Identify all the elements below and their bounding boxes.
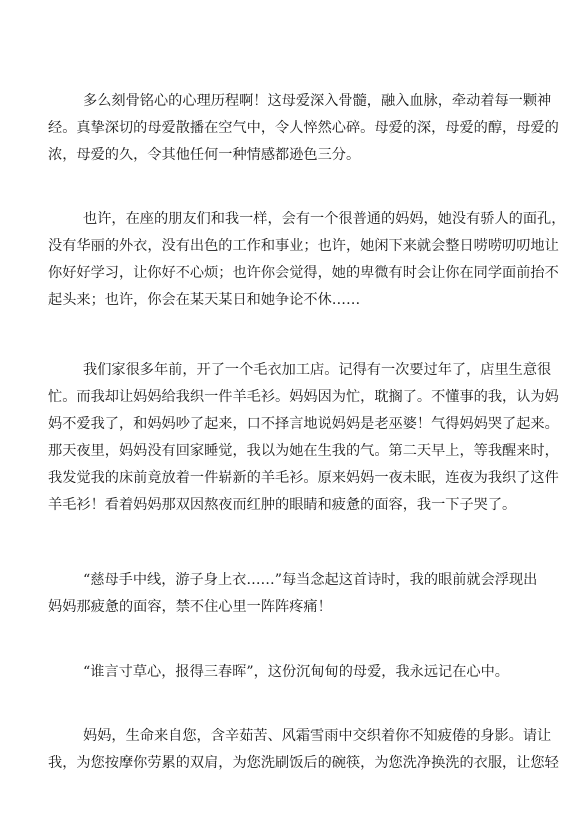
paragraph-line: 羊毛衫！看着妈妈那双因熬夜而红肿的眼睛和疲惫的面容，我一下子哭了。 [48, 497, 517, 513]
paragraph-line: 妈妈，生命来自您，含辛茹苦、风霜雪雨中交织着你不知疲倦的身影。请让 [83, 728, 552, 744]
paragraph-line: 我，为您按摩你劳累的双肩，为您洗刷饭后的碗筷，为您洗净换洗的衣服，让您轻 [48, 755, 559, 771]
paragraph-line: 我们家很多年前，开了一个毛衣加工店。记得有一次要过年了，店里生意很 [83, 362, 552, 378]
paragraph-5 [48, 659, 509, 686]
paragraph-line: 忙。而我却让妈妈给我织一件羊毛衫。妈妈因为忙，耽搁了。不懂事的我，认为妈 [48, 389, 559, 405]
paragraph-line: 多么刻骨铭心的心理历程啊！这母爱深入骨髓，融入血脉，牵动着每一颗神 [83, 93, 552, 109]
paragraph-line: 妈妈那疲惫的面容，禁不住心里一阵阵疼痛！ [48, 599, 332, 615]
paragraph-line: 经。真挚深切的母爱散播在空气中，令人悴然心碎。母爱的深，母爱的醇，母爱的 [48, 120, 559, 136]
paragraph-line: 你好好学习，让你好不心烦；也许你会觉得，她的卑微有时会让你在同学面前抬不 [48, 265, 559, 281]
paragraph-line: “谁言寸草心，报得三春晖”，这份沉甸甸的母爱，我永远记在心中。 [83, 664, 509, 680]
paragraph-6 [48, 723, 559, 777]
paragraph-line: 浓，母爱的久，令其他任何一种情感都逊色三分。 [48, 147, 361, 163]
paragraph-line: 妈不爱我了，和妈妈吵了起来，口不择言地说妈妈是老巫婆！气得妈妈哭了起来。 [48, 416, 559, 432]
paragraph-line: “慈母手中线，游子身上衣……”每当念起这首诗时，我的眼前就会浮现出 [83, 572, 538, 588]
paragraph-4 [48, 567, 537, 621]
paragraph-1 [48, 88, 559, 169]
paragraph-line: 起头来；也许，你会在某天某日和她争论不休…… [48, 292, 361, 308]
paragraph-line: 那天夜里，妈妈没有回家睡觉，我以为她在生我的气。第二天早上，等我醒来时， [48, 443, 559, 459]
paragraph-3 [48, 357, 559, 519]
paragraph-line: 没有华丽的外衣，没有出色的工作和事业；也许，她闲下来就会整日唠唠叨叨地让 [48, 238, 559, 254]
paragraph-line: 我发觉我的床前竟放着一件崭新的羊毛衫。原来妈妈一夜未眠，连夜为我织了这件 [48, 470, 559, 486]
paragraph-line: 也许，在座的朋友们和我一样，会有一个很普通的妈妈，她没有骄人的面孔， [83, 211, 566, 227]
paragraph-2 [48, 206, 565, 314]
